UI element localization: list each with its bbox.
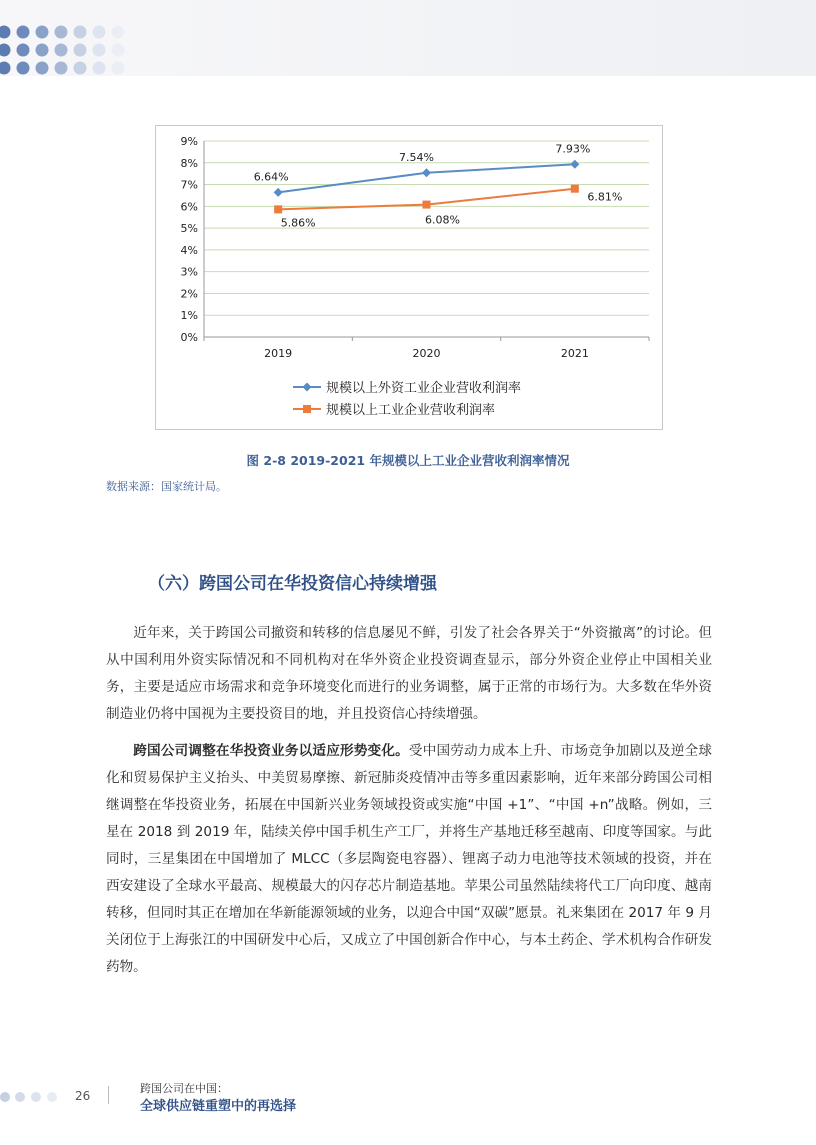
x-tick-label: 2020 <box>412 347 441 360</box>
y-tick-label: 6% <box>180 200 198 214</box>
figure-caption: 图 2-8 2019-2021 年规模以上工业企业营收利润率情况 <box>246 453 570 468</box>
legend-label: 规模以上外资工业企业营收利润率 <box>326 381 522 396</box>
footer-book-subtitle: 全球供应链重塑中的再选择 <box>140 1099 297 1114</box>
header-dot <box>74 26 87 39</box>
data-label: 7.93% <box>555 142 591 156</box>
header-dot <box>17 44 30 57</box>
header-band <box>0 0 816 76</box>
y-tick-label: 0% <box>180 331 198 344</box>
y-tick-label: 3% <box>180 265 198 279</box>
header-dot <box>112 26 125 39</box>
page-number: 26 <box>75 1089 91 1103</box>
figure-source: 数据来源：国家统计局。 <box>106 480 227 493</box>
y-tick-label: 8% <box>180 156 198 170</box>
data-label: 6.81% <box>587 190 623 204</box>
data-point-marker <box>274 205 282 213</box>
paragraph-2-lead: 跨国公司调整在华投资业务以适应形势变化。 <box>133 743 409 759</box>
x-tick-label: 2019 <box>264 347 293 360</box>
header-dot <box>55 44 68 57</box>
chart-canvas <box>156 126 662 429</box>
header-dot <box>17 26 30 39</box>
legend-marker <box>303 383 312 392</box>
section-heading: （六）跨国公司在华投资信心持续增强 <box>148 574 437 594</box>
header-dot <box>93 62 106 75</box>
paragraph-2 <box>106 738 712 981</box>
y-tick-label: 1% <box>180 309 198 323</box>
header-dot <box>0 62 11 75</box>
data-point-marker <box>423 201 431 209</box>
data-point-marker <box>422 168 431 177</box>
y-tick-label: 7% <box>180 178 198 192</box>
data-label: 7.54% <box>399 150 434 164</box>
header-dot <box>93 44 106 57</box>
paragraph-1: 近年来，关于跨国公司撤资和转移的信息屡见不鲜，引发了社会各界关于“外资撤离”的讨论。但从中国利用外资实际情况和不同机构对在华外资企业投资调查显示，部分外资企业停止中国相关业务，主要是适应市场需求和竞争环境变化而进行的业务调整，属于正常的市场行为。大多数在华外资制造业仍将中国视为主要投资目的地，并且投资信心持续增强。 <box>106 625 712 722</box>
decorative-dots-icon <box>0 0 140 76</box>
paragraph-2-body: 受中国劳动力成本上升、市场竞争加剧以及逆全球化和贸易保护主义抬头、中美贸易摩擦、新冠肺炎疫情冲击等多重因素影响，近年来部分跨国公司相继调整在华投资业务，拓展在中国新兴业务领域投资或实施“中国 +1”、“中国 +n”战略。例如，三星在 2018 到 2019 年，陆续关停中国手机生产工厂，并将生产基地迁移至越南、印度等国家。与此同时，三星集团在中国增加了 MLCC（多层陶瓷电容器）、锂离子动力电池等技术领域的投资，并在西安建设了全球水平最高、规模最大的闪存芯片制造基地。苹果公司虽然陆续将代工厂向印度、越南转移，但同时其正在增加在华新能源领域的业务，以迎合中国“双碳”愿景。礼来集团在 2017 年 9 月关闭位于上海张江的中国研发中心后，又成立了中国创新合作中心，与本土药企、学术机构合作研发药物。 <box>106 743 713 975</box>
header-dot <box>0 44 11 57</box>
y-tick-label: 4% <box>180 243 198 257</box>
header-dot <box>74 44 87 57</box>
footer-dots-icon <box>0 1087 80 1107</box>
data-point-marker <box>571 185 579 193</box>
legend-label: 规模以上工业企业营收利润率 <box>326 403 496 418</box>
header-dot <box>55 26 68 39</box>
header-dot <box>74 62 87 75</box>
header-dot <box>93 26 106 39</box>
header-dot <box>36 62 49 75</box>
y-tick-label: 9% <box>180 135 198 148</box>
data-point-marker <box>570 160 579 169</box>
data-label: 6.08% <box>425 213 460 227</box>
line-chart <box>155 125 663 430</box>
header-dot <box>36 26 49 39</box>
legend-marker <box>303 405 311 413</box>
header-dot <box>112 44 125 57</box>
header-dot <box>17 62 30 75</box>
header-dot <box>36 44 49 57</box>
data-label: 6.64% <box>253 170 289 184</box>
footer-book-title: 跨国公司在中国： <box>140 1082 228 1095</box>
header-dot <box>112 62 125 75</box>
y-tick-label: 5% <box>180 222 198 236</box>
data-point-marker <box>274 188 283 197</box>
header-dot <box>0 26 11 39</box>
y-tick-label: 2% <box>180 287 198 301</box>
data-label: 5.86% <box>280 216 316 230</box>
header-dot <box>55 62 68 75</box>
x-tick-label: 2021 <box>560 347 589 360</box>
footer-divider <box>108 1086 109 1104</box>
